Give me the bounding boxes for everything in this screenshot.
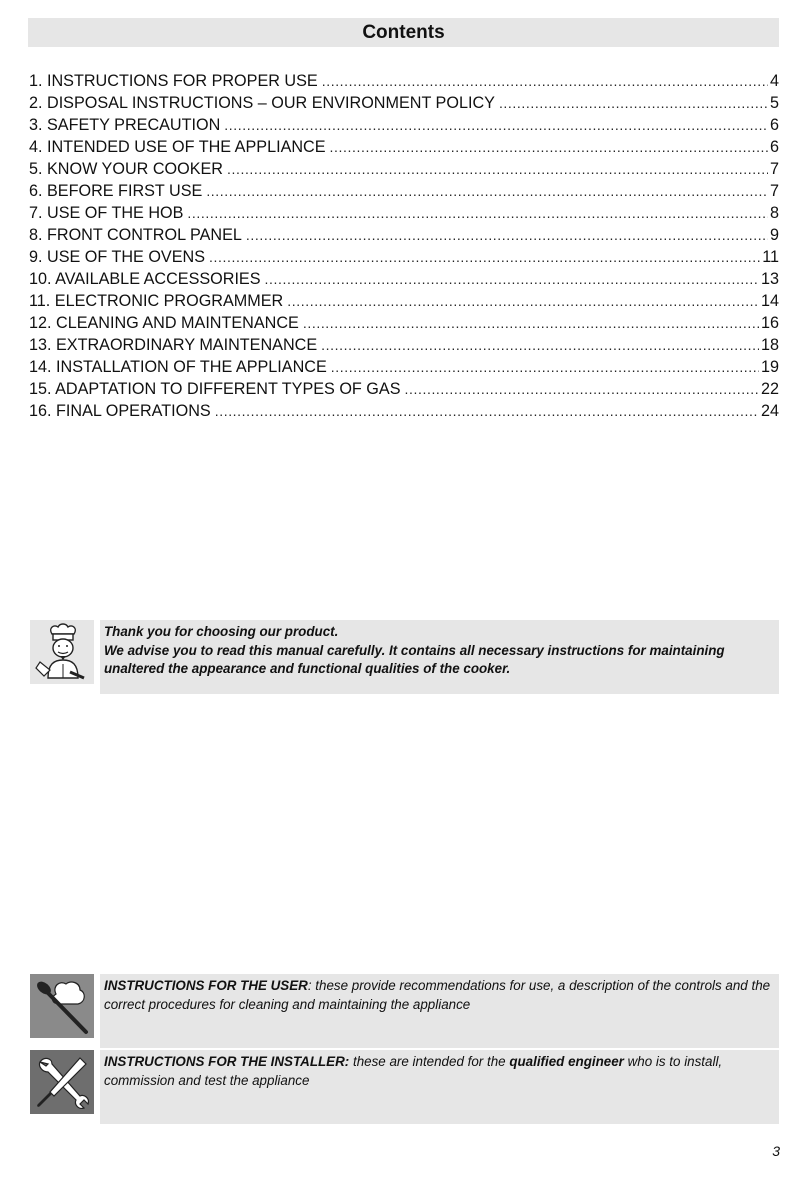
spoon-icon	[30, 974, 94, 1038]
toc-label: 13. EXTRAORDINARY MAINTENANCE	[29, 336, 318, 354]
toc-leader	[246, 224, 768, 246]
toc-label: 4. INTENDED USE OF THE APPLIANCE	[29, 138, 326, 156]
installer-note-heading: INSTRUCTIONS FOR THE INSTALLER:	[104, 1054, 350, 1069]
toc-page: 22	[760, 380, 779, 398]
toc-label: 9. USE OF THE OVENS	[29, 248, 206, 266]
toc-leader	[224, 114, 768, 136]
toc-row[interactable]	[29, 158, 779, 180]
toc-label: 11. ELECTRONIC PROGRAMMER	[29, 292, 284, 310]
toc-label: 2. DISPOSAL INSTRUCTIONS – OUR ENVIRONMENT POLICY	[29, 94, 495, 112]
toc-row[interactable]	[29, 136, 779, 158]
thanks-note	[30, 620, 779, 694]
toc-page: 5	[769, 94, 779, 112]
toc-leader	[331, 356, 759, 378]
toc-page: 14	[760, 292, 779, 310]
toc-page: 8	[769, 204, 779, 222]
toc-page: 24	[760, 402, 779, 420]
toc-leader	[499, 92, 768, 114]
thanks-body: We advise you to read this manual carefully. It contains all necessary instructions for maintaining unaltered the appearance and functional qualities of the cooker.	[104, 642, 725, 677]
toc-label: 12. CLEANING AND MAINTENANCE	[29, 314, 299, 332]
toc-row[interactable]	[29, 400, 779, 422]
user-note-heading: INSTRUCTIONS FOR THE USER	[104, 978, 308, 993]
user-instructions-note	[30, 974, 779, 1048]
chef-icon	[30, 620, 94, 684]
toc-label: 6. BEFORE FIRST USE	[29, 182, 203, 200]
toc-leader	[227, 158, 768, 180]
toc-label: 3. SAFETY PRECAUTION	[29, 116, 221, 134]
toc-page: 13	[760, 270, 779, 288]
installer-note-text-before: these are intended for the	[349, 1054, 510, 1069]
installer-note-emphasis: qualified engineer	[509, 1054, 624, 1069]
toc-leader	[287, 290, 759, 312]
toc-leader	[187, 202, 768, 224]
toc-label: 1. INSTRUCTIONS FOR PROPER USE	[29, 72, 318, 90]
toc-leader	[322, 70, 768, 92]
toc-page: 7	[769, 182, 779, 200]
toc-label: 16. FINAL OPERATIONS	[29, 402, 211, 420]
toc-label: 14. INSTALLATION OF THE APPLIANCE	[29, 358, 327, 376]
toc-leader	[321, 334, 759, 356]
toc-row[interactable]	[29, 312, 779, 334]
toc-page: 6	[769, 116, 779, 134]
toc-page: 6	[769, 138, 779, 156]
toc-page: 4	[769, 72, 779, 90]
toc-label: 10. AVAILABLE ACCESSORIES	[29, 270, 261, 288]
toc-row[interactable]	[29, 114, 779, 136]
toc-page: 7	[769, 160, 779, 178]
toc-page: 18	[760, 336, 779, 354]
toc-label: 8. FRONT CONTROL PANEL	[29, 226, 242, 244]
toc-label: 5. KNOW YOUR COOKER	[29, 160, 223, 178]
toc-row[interactable]	[29, 92, 779, 114]
toc-leader	[405, 378, 759, 400]
toc-row[interactable]	[29, 70, 779, 92]
toc-row[interactable]	[29, 202, 779, 224]
installer-note-text-after: who is to install, commission and test the appliance	[104, 1054, 723, 1088]
toc-page: 9	[769, 226, 779, 244]
page-number: 3	[772, 1143, 780, 1159]
tools-icon	[30, 1050, 94, 1114]
installer-instructions-note	[30, 1050, 779, 1124]
toc-page: 11	[762, 248, 779, 266]
page-title: Contents	[28, 18, 779, 47]
toc-page: 16	[760, 314, 779, 332]
toc-row[interactable]	[29, 246, 779, 268]
toc-row[interactable]	[29, 180, 779, 202]
toc-leader	[215, 400, 759, 422]
toc-label: 15. ADAPTATION TO DIFFERENT TYPES OF GAS	[29, 380, 401, 398]
toc-leader	[206, 180, 768, 202]
user-note-text: : these provide recommendations for use, a description of the controls and the correct procedures for cleaning and maintaining the appliance	[104, 978, 771, 1012]
table-of-contents	[29, 70, 779, 422]
thanks-heading: Thank you for choosing our product.	[104, 624, 339, 639]
toc-row[interactable]	[29, 378, 779, 400]
toc-leader	[265, 268, 759, 290]
toc-row[interactable]	[29, 268, 779, 290]
toc-leader	[303, 312, 759, 334]
toc-page: 19	[760, 358, 779, 376]
toc-row[interactable]	[29, 224, 779, 246]
toc-leader	[330, 136, 768, 158]
toc-label: 7. USE OF THE HOB	[29, 204, 184, 222]
toc-row[interactable]	[29, 356, 779, 378]
toc-row[interactable]	[29, 290, 779, 312]
toc-row[interactable]	[29, 334, 779, 356]
toc-leader	[209, 246, 760, 268]
